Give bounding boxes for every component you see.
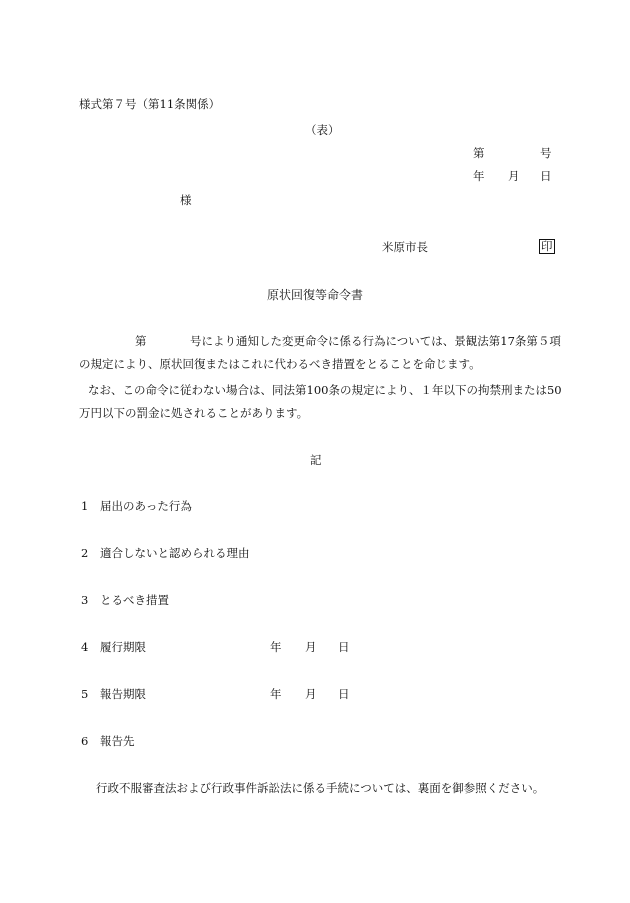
item-number: 4 [81, 640, 89, 654]
number-suffix: 号 [540, 146, 552, 160]
paragraph2-line2: 万円以下の罰金に処されることがあります。 [79, 406, 309, 420]
ki-heading: 記 [310, 453, 322, 467]
paragraph1-line2: の規定により、原状回復またはこれに代わるべき措置をとることを命じます。 [79, 357, 481, 371]
item-label: 報告期限 [100, 687, 146, 701]
item-number: 2 [81, 546, 89, 560]
item-year: 年 [270, 687, 282, 701]
date-month: 月 [508, 169, 520, 183]
footer-note: 行政不服審査法および行政事件訴訟法に係る手続については、裏面を御参照ください。 [96, 781, 545, 795]
form-label: 様式第７号（第11条関係） [79, 97, 221, 111]
paragraph1-line1: 号により通知した変更命令に係る行為については、景観法第17条第５項 [190, 334, 561, 348]
item-label: 報告先 [100, 734, 135, 748]
document-title: 原状回復等命令書 [267, 288, 364, 302]
item-number: 5 [81, 687, 89, 701]
item-label: 適合しないと認められる理由 [100, 546, 250, 560]
item-label: 届出のあった行為 [100, 499, 192, 513]
item-number: 3 [81, 593, 89, 607]
item-year: 年 [270, 640, 282, 654]
date-day: 日 [540, 169, 552, 183]
item-label: とるべき措置 [100, 593, 169, 607]
item-number: 1 [81, 499, 89, 513]
item-day: 日 [338, 687, 350, 701]
issuer: 米原市長 [382, 240, 428, 254]
addressee-suffix: 様 [180, 193, 192, 207]
side-label: （表） [305, 123, 340, 137]
number-prefix: 第 [473, 146, 485, 160]
item-label: 履行期限 [100, 640, 146, 654]
paragraph2-line1: なお、この命令に従わない場合は、同法第100条の規定により、１年以下の拘禁刑または50 [88, 383, 562, 397]
seal-mark: 印 [541, 239, 553, 253]
paragraph1-prefix: 第 [135, 334, 147, 348]
item-number: 6 [81, 734, 89, 748]
item-day: 日 [338, 640, 350, 654]
item-month: 月 [305, 640, 317, 654]
item-month: 月 [305, 687, 317, 701]
date-year: 年 [473, 169, 485, 183]
